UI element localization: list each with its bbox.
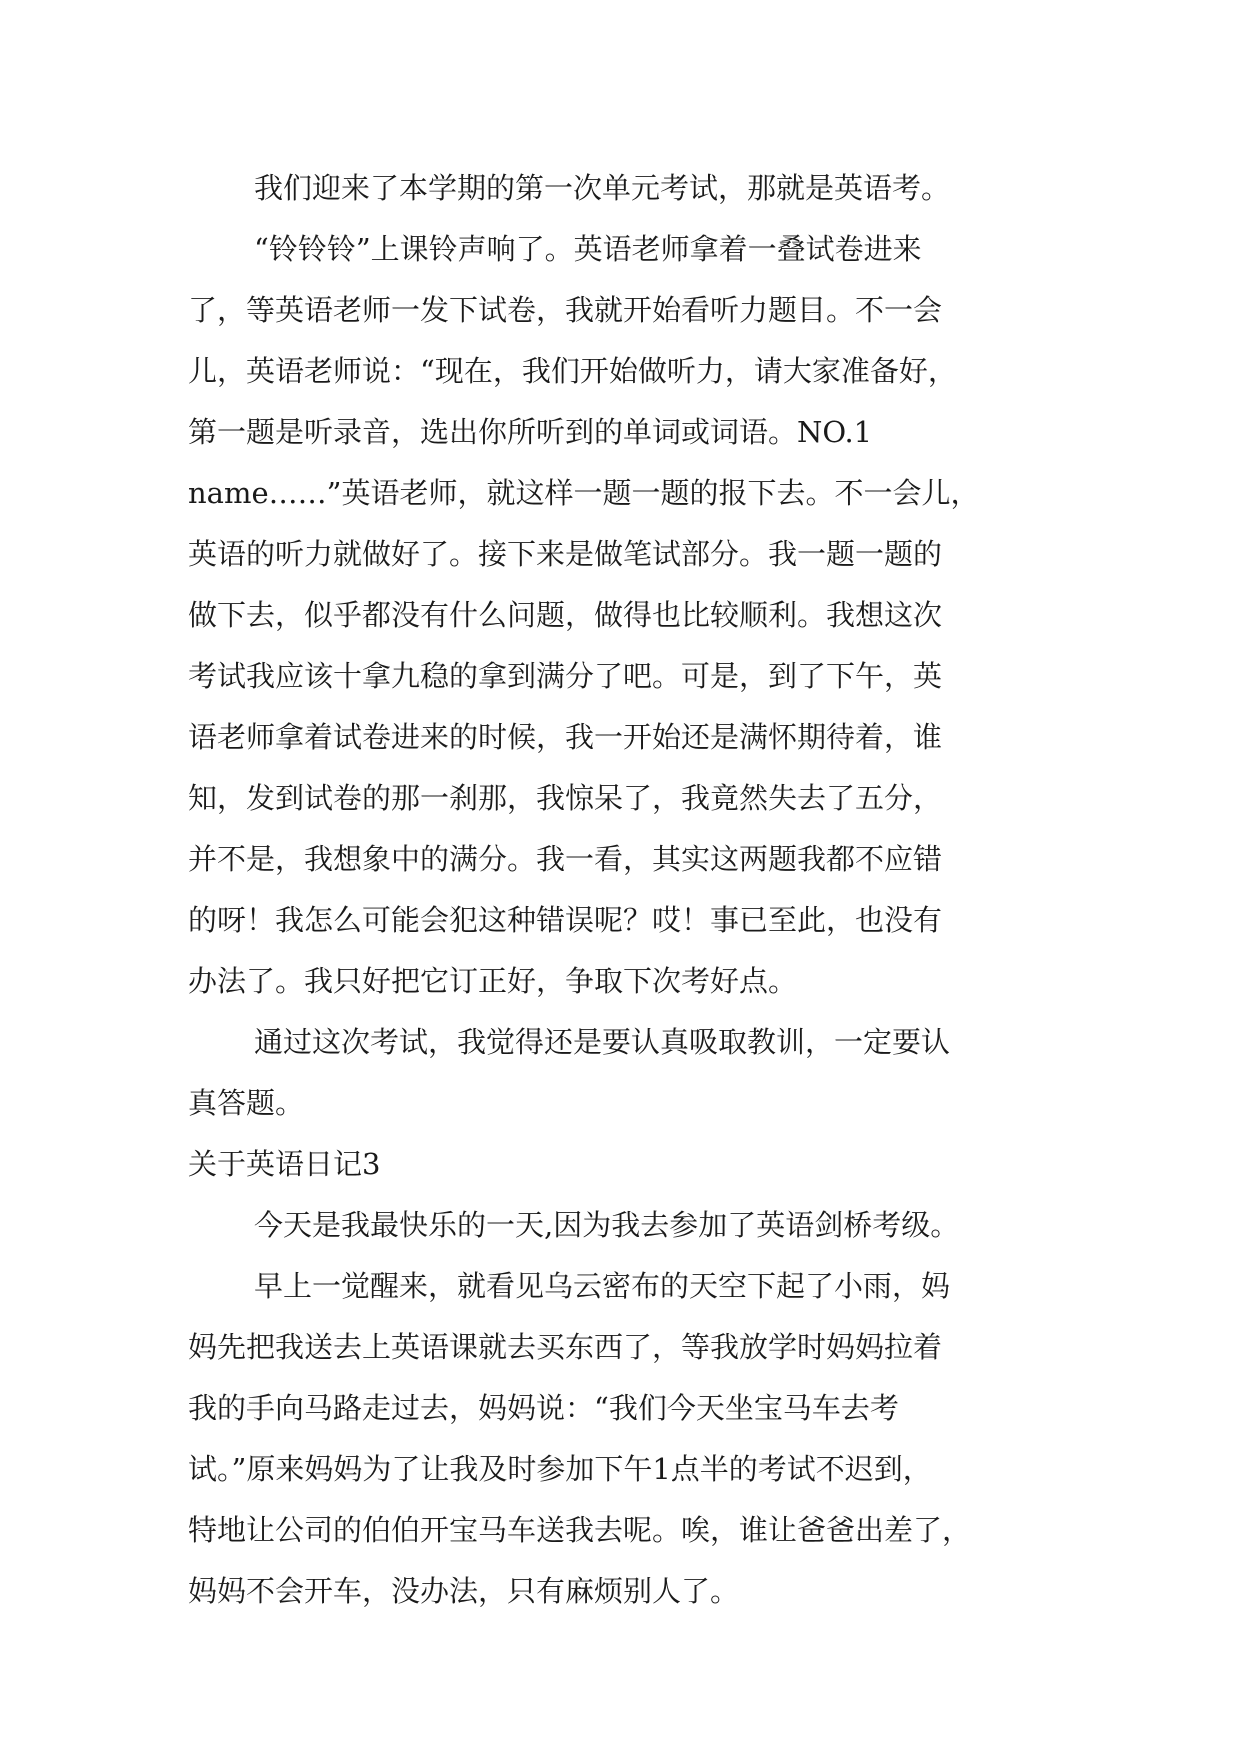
paragraph-line: 通过这次考试，我觉得还是要认真吸取教训，一定要认 <box>254 1025 951 1059</box>
paragraph-line: 妈妈不会开车，没办法，只有麻烦别人了。 <box>188 1574 740 1608</box>
paragraph-line: 第一题是听录音，选出你所听到的单词或词语。NO.1 <box>188 415 873 449</box>
paragraph-line: 了，等英语老师一发下试卷，我就开始看听力题目。不一会 <box>188 293 943 327</box>
paragraph-line: 办法了。我只好把它订正好，争取下次考好点。 <box>188 964 798 998</box>
paragraph-line: 试。”原来妈妈为了让我及时参加下午1点半的考试不迟到， <box>188 1452 932 1486</box>
paragraph-line: 今天是我最快乐的一天,因为我去参加了英语剑桥考级。 <box>254 1208 960 1242</box>
paragraph-line: 儿，英语老师说：“现在，我们开始做听力，请大家准备好， <box>188 354 957 388</box>
paragraph-line: 并不是，我想象中的满分。我一看，其实这两题我都不应错 <box>188 842 943 876</box>
section-heading: 关于英语日记3 <box>188 1147 381 1181</box>
paragraph-line: 英语的听力就做好了。接下来是做笔试部分。我一题一题的 <box>188 537 943 571</box>
paragraph-line: 我们迎来了本学期的第一次单元考试，那就是英语考。 <box>254 171 951 205</box>
paragraph-line: 真答题。 <box>188 1086 305 1120</box>
document-body <box>188 158 1060 1622</box>
paragraph-line: “铃铃铃”上课铃声响了。英语老师拿着一叠试卷进来 <box>254 232 922 266</box>
paragraph-line: 考试我应该十拿九稳的拿到满分了吧。可是，到了下午，英 <box>188 659 943 693</box>
paragraph-line: name……”英语老师，就这样一题一题的报下去。不一会儿， <box>188 476 980 510</box>
paragraph-line: 知，发到试卷的那一刹那，我惊呆了，我竟然失去了五分， <box>188 781 943 815</box>
paragraph-line: 做下去，似乎都没有什么问题，做得也比较顺利。我想这次 <box>188 598 943 632</box>
paragraph-line: 的呀！我怎么可能会犯这种错误呢？哎！事已至此，也没有 <box>188 903 943 937</box>
paragraph-line: 特地让公司的伯伯开宝马车送我去呢。唉，谁让爸爸出差了， <box>188 1513 972 1547</box>
paragraph-line: 妈先把我送去上英语课就去买东西了，等我放学时妈妈拉着 <box>188 1330 943 1364</box>
paragraph-line: 我的手向马路走过去，妈妈说：“我们今天坐宝马车去考 <box>188 1391 899 1425</box>
paragraph-line: 语老师拿着试卷进来的时候，我一开始还是满怀期待着，谁 <box>188 720 943 754</box>
paragraph-line: 早上一觉醒来，就看见乌云密布的天空下起了小雨，妈 <box>254 1269 951 1303</box>
